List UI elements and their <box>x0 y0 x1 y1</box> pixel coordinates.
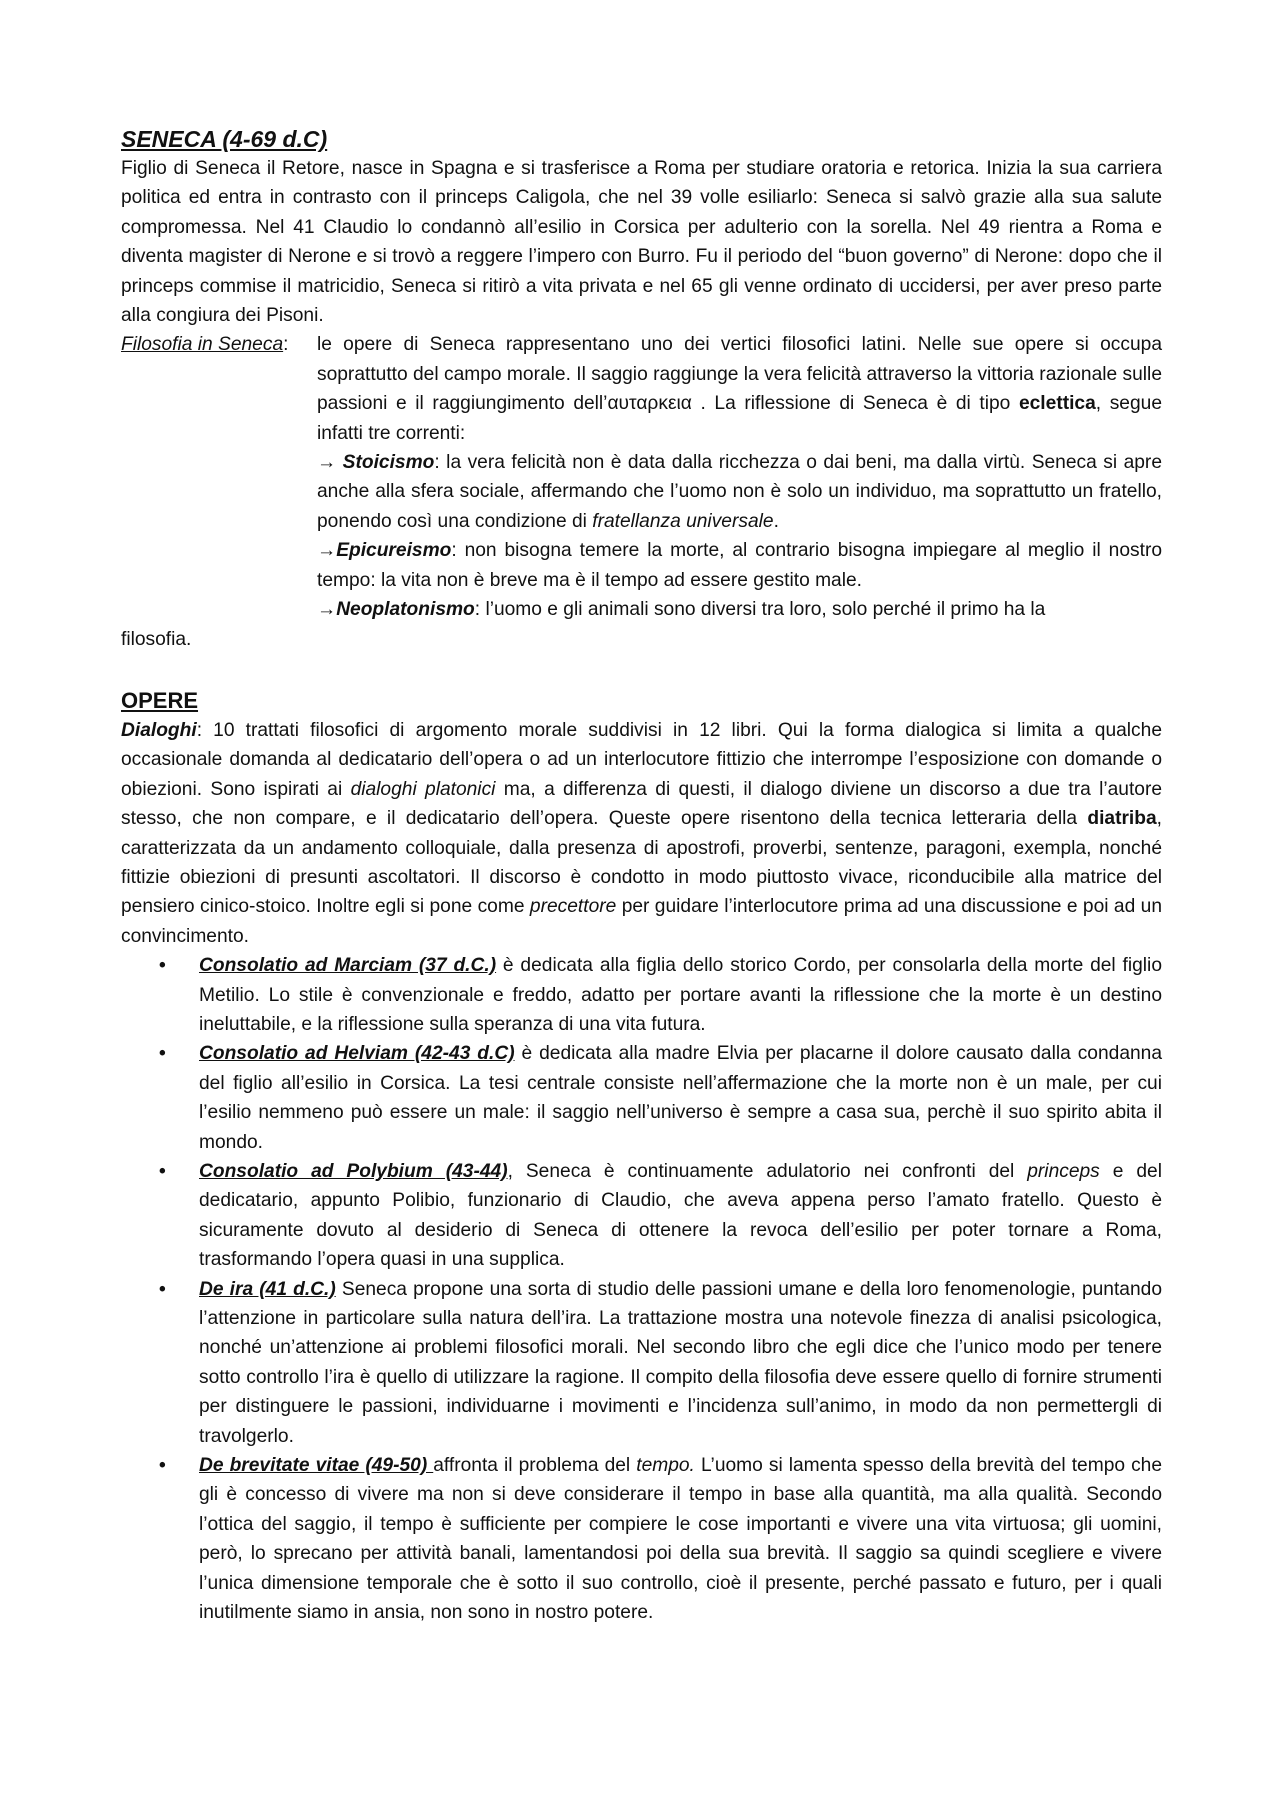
work-title: De brevitate vitae (49-50) <box>199 1455 434 1477</box>
work-title: De ira (41 d.C.) <box>199 1278 336 1300</box>
bullet-icon: • <box>159 1043 166 1065</box>
work-title: Consolatio ad Polybium (43-44) <box>199 1161 508 1182</box>
philosophy-label: Filosofia in Seneca: <box>121 334 289 356</box>
bullet-icon: • <box>159 1278 166 1300</box>
arrow-icon: → <box>317 452 343 474</box>
list-item: • Consolatio ad Polybium (43-44), Seneca è continuamente adulatorio nei confronti del princeps e del dedicatario, appunto Polibio, funzionario di Claudio, che aveva appena perso l’amato fratello. Questo è sicuramente dovuto al desiderio di Seneca di ottenere la revoca dell’esilio per poter tornare a Roma, trasformando l’opera quasi in una supplica. <box>199 1157 1162 1275</box>
philosophy-section <box>121 330 1162 624</box>
list-item: • Consolatio ad Marciam (37 d.C.) è dedicata alla figlia dello storico Cordo, per consolarla della morte del figlio Metilio. Lo stile è convenzionale e freddo, adatto per portare avanti la riflessione che la morte è un destino ineluttabile, e la riflessione sulla speranza di una vita futura. <box>199 951 1162 1039</box>
bullet-icon: • <box>159 1455 166 1477</box>
biography-paragraph: Figlio di Seneca il Retore, nasce in Spagna e si trasferisce a Roma per studiare oratoria e retorica. Inizia la sua carriera politica ed entra in contrasto con il princeps Caligola, che nel 39 volle esiliarlo: Seneca si salvò grazie alla sua salute compromessa. Nel 41 Claudio lo condannò all’esilio in Corsica per adulterio con la sorella. Nel 49 rientra a Roma e diventa magister di Nerone e si trovò a reggere l’impero con Burro. Fu il periodo del “buon governo” di Nerone: dopo che il princeps commise il matricidio, Seneca si ritirò a vita privata e nel 65 gli venne ordinato di uccidersi, per aver preso parte alla congiura dei Pisoni. <box>121 158 1162 327</box>
page-title: SENECA (4-69 d.C) <box>121 126 328 152</box>
work-title: Consolatio ad Marciam (37 d.C.) <box>199 955 497 977</box>
dialoghi-paragraph: Dialoghi: 10 trattati filosofici di argomento morale suddivisi in 12 libri. Qui la forma dialogica si limita a qualche occasionale domanda al dedicatario dell’opera o ad un interlocutore fittizio che interrompe l’esposizione con domande o obiezioni. Sono ispirati ai dialoghi platonici ma, a differenza di questi, il dialogo diviene un discorso a due tra l’autore stesso, che non compare, e il dedicatario dell’opera. Queste opere risentono della tecnica letteraria della diatriba, caratterizzata da un andamento colloquiale, dalla presenza di apostrofi, proverbi, sentenze, paragoni, exempla, nonché fittizie obiezioni di presunti ascoltatori. Il discorso è condotto in modo piuttosto vivace, riconducibile alla matrice del pensiero cinico-stoico. Inoltre egli si pone come precettore per guidare l’interlocutore prima ad una discussione e poi ad un convincimento. <box>121 719 1163 947</box>
philosophy-intro: le opere di Seneca rappresentano uno dei vertici filosofici latini. Nelle sue opere si occupa soprattutto del campo morale. Il saggio raggiunge la vera felicità attraverso la vittoria razionale sulle passioni e il raggiungimento dell’αυταρκεια . La riflessione di Seneca è di tipo eclettica, segue infatti tre correnti: <box>317 334 1162 444</box>
arrow-icon: → <box>317 540 337 562</box>
neoplatonism-item: →Neoplatonismo: l’uomo e gli animali sono diversi tra loro, solo perché il primo ha la <box>317 599 1046 621</box>
epicureanism-item: →Epicureismo: non bisogna temere la morte, al contrario bisogna impiegare al meglio il nostro tempo: la vita non è breve ma è il tempo ad essere gestito male. <box>317 540 1162 591</box>
section-heading-opere: OPERE <box>121 687 199 713</box>
bullet-icon: • <box>159 955 166 977</box>
list-item: • De brevitate vitae (49-50) affronta il problema del tempo. L’uomo si lamenta spesso della brevità del tempo che gli è concesso di vivere ma non si deve considerare il tempo in base alla quantità, ma alla qualità. Secondo l’ottica del saggio, il tempo è sufficiente per compiere le cose importanti e vivere una vita virtuosa; gli uomini, però, lo sprecano per attività banali, lamentandosi poi della sua brevità. Il saggio sa quindi scegliere e vivere l’unica dimensione temporale che è sotto il suo controllo, cioè il presente, perché passato e futuro, per i quali inutilmente siamo in ansia, non sono in nostro potere. <box>199 1451 1162 1627</box>
work-title: Consolatio ad Helviam (42-43 d.C) <box>199 1043 515 1065</box>
bullet-icon: • <box>159 1161 166 1182</box>
stoicism-item: → Stoicismo: la vera felicità non è data dalla ricchezza o dai beni, ma dalla virtù. Seneca si apre anche alla sfera sociale, affermando che l’uomo non è solo un individuo, ma soprattutto un fratello, ponendo così una condizione di fratellanza universale. <box>317 452 1162 532</box>
document-page <box>121 124 1162 1628</box>
arrow-icon: → <box>317 599 337 621</box>
works-list <box>121 951 1162 1627</box>
philosophy-body <box>317 330 1162 624</box>
list-item: • De ira (41 d.C.) Seneca propone una sorta di studio delle passioni umane e della loro fenomenologie, puntando l’attenzione in particolare sulla natura dell’ira. La trattazione mostra una notevole finezza di analisi psicologica, nonché un’attenzione ai problemi filosofici morali. Nel secondo libro che egli dice che l’unico modo per tenere sotto controllo l’ira è quello di utilizzare la ragione. Il compito della filosofia deve essere quello di fornire strumenti per distinguere le passioni, individuarne i movimenti e l’incidenza sull’animo, in modo da non permettergli di travolgerlo. <box>199 1275 1162 1451</box>
neoplatonism-tail: filosofia. <box>121 628 192 650</box>
list-item: • Consolatio ad Helviam (42-43 d.C) è dedicata alla madre Elvia per placarne il dolore causato dalla condanna del figlio all’esilio in Corsica. La tesi centrale consiste nell’affermazione che la morte non è un male, per cui l’esilio nemmeno può essere un male: il saggio nell’universo è sempre a casa sua, perchè il suo spirito abita il mondo. <box>199 1039 1162 1157</box>
